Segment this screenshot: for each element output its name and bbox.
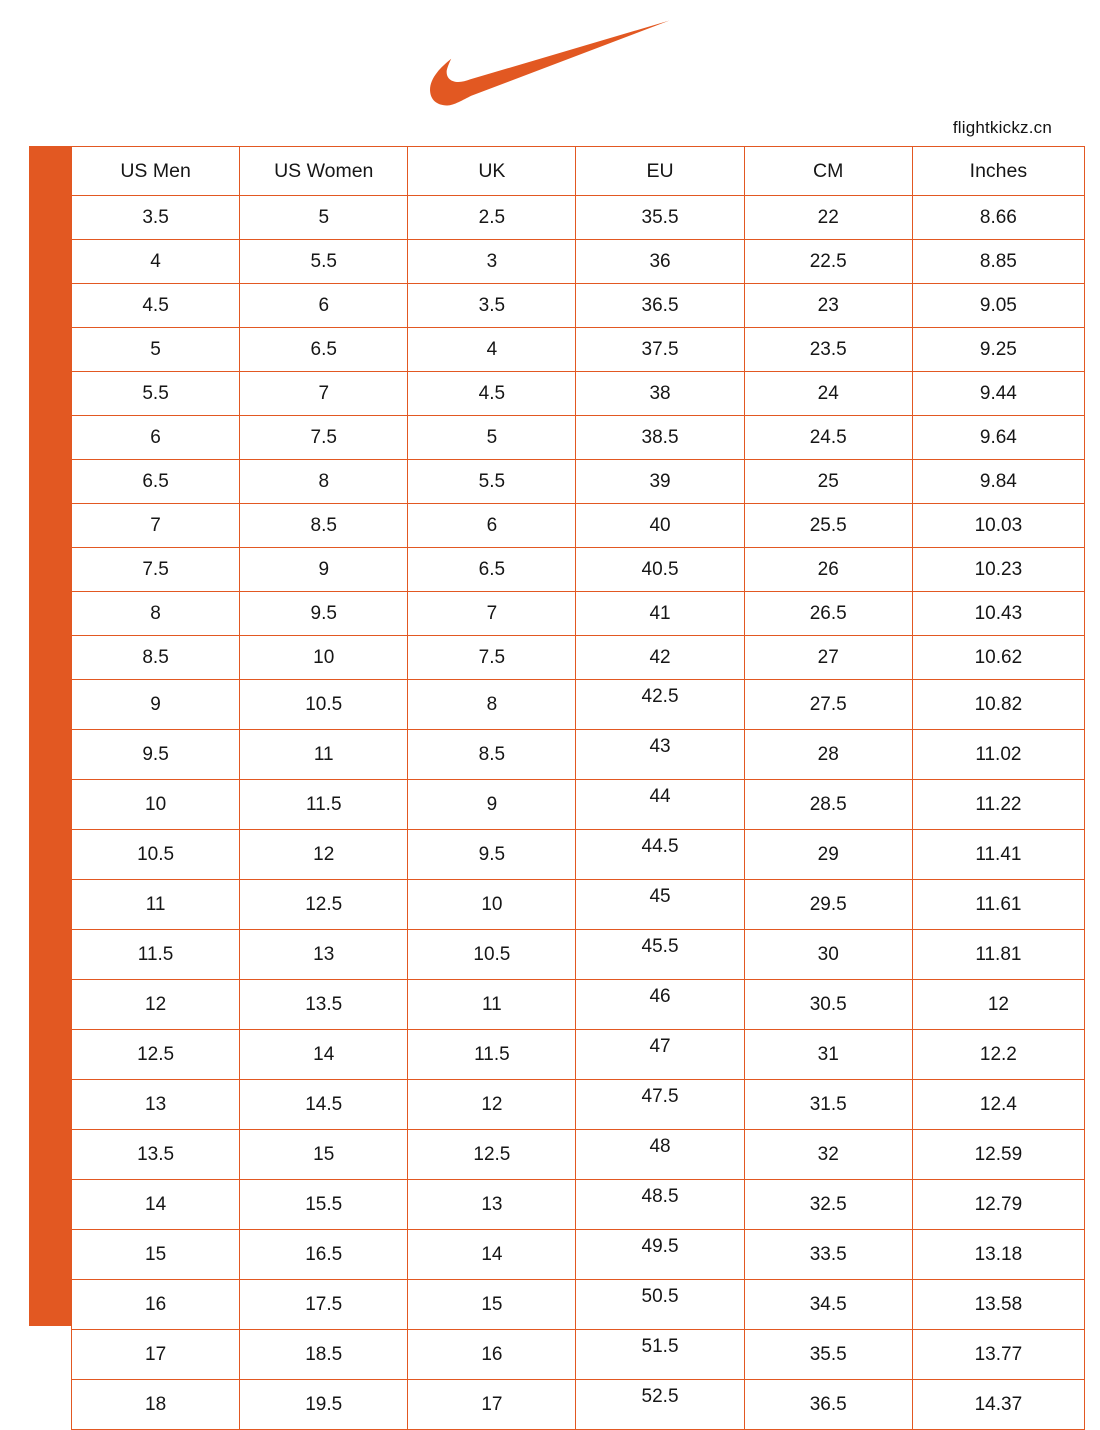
cell-us-men: 9 <box>72 680 240 730</box>
cell-uk: 11 <box>408 980 576 1030</box>
cell-inches: 12.2 <box>912 1030 1084 1080</box>
table-row <box>72 680 1085 730</box>
cell-us-women: 18.5 <box>240 1330 408 1380</box>
cell-us-women: 10 <box>240 636 408 680</box>
cell-cm: 22.5 <box>744 240 912 284</box>
cell-uk: 5 <box>408 416 576 460</box>
cell-uk: 7.5 <box>408 636 576 680</box>
cell-cm: 26.5 <box>744 592 912 636</box>
cell-eu: 43 <box>576 730 744 780</box>
cell-eu: 35.5 <box>576 196 744 240</box>
cell-cm: 29.5 <box>744 880 912 930</box>
cell-inches: 8.66 <box>912 196 1084 240</box>
cell-inches: 11.61 <box>912 880 1084 930</box>
cell-cm: 25 <box>744 460 912 504</box>
cell-us-men: 7 <box>72 504 240 548</box>
table-row <box>72 548 1085 592</box>
cell-uk: 4 <box>408 328 576 372</box>
cell-inches: 12.4 <box>912 1080 1084 1130</box>
table-row <box>72 416 1085 460</box>
cell-inches: 10.43 <box>912 592 1084 636</box>
cell-eu: 36 <box>576 240 744 284</box>
cell-inches: 12 <box>912 980 1084 1030</box>
cell-us-men: 11.5 <box>72 930 240 980</box>
brand-logo-container <box>0 0 1100 118</box>
cell-us-women: 17.5 <box>240 1280 408 1330</box>
table-body <box>72 196 1085 1430</box>
column-header-eu: EU <box>576 147 744 196</box>
cell-inches: 13.58 <box>912 1280 1084 1330</box>
cell-eu: 48 <box>576 1130 744 1180</box>
cell-cm: 32.5 <box>744 1180 912 1230</box>
cell-us-men: 8.5 <box>72 636 240 680</box>
cell-inches: 10.23 <box>912 548 1084 592</box>
cell-eu: 51.5 <box>576 1330 744 1380</box>
cell-us-women: 15.5 <box>240 1180 408 1230</box>
cell-cm: 22 <box>744 196 912 240</box>
cell-inches: 11.22 <box>912 780 1084 830</box>
cell-uk: 17 <box>408 1380 576 1430</box>
cell-inches: 9.44 <box>912 372 1084 416</box>
cell-us-women: 11.5 <box>240 780 408 830</box>
cell-uk: 15 <box>408 1280 576 1330</box>
cell-us-men: 13.5 <box>72 1130 240 1180</box>
cell-us-men: 5.5 <box>72 372 240 416</box>
cell-uk: 10 <box>408 880 576 930</box>
table-row <box>72 1030 1085 1080</box>
cell-uk: 10.5 <box>408 930 576 980</box>
cell-eu: 49.5 <box>576 1230 744 1280</box>
cell-uk: 8.5 <box>408 730 576 780</box>
table-row <box>72 460 1085 504</box>
cell-inches: 9.84 <box>912 460 1084 504</box>
cell-inches: 11.02 <box>912 730 1084 780</box>
table-row <box>72 830 1085 880</box>
table-row <box>72 1380 1085 1430</box>
cell-eu: 40.5 <box>576 548 744 592</box>
watermark-text: flightkickz.cn <box>952 118 1052 137</box>
cell-uk: 6.5 <box>408 548 576 592</box>
cell-eu: 45 <box>576 880 744 930</box>
cell-cm: 33.5 <box>744 1230 912 1280</box>
cell-cm: 32 <box>744 1130 912 1180</box>
cell-inches: 13.18 <box>912 1230 1084 1280</box>
cell-eu: 52.5 <box>576 1380 744 1430</box>
cell-eu: 39 <box>576 460 744 504</box>
cell-us-men: 9.5 <box>72 730 240 780</box>
cell-inches: 9.64 <box>912 416 1084 460</box>
cell-us-men: 12 <box>72 980 240 1030</box>
cell-inches: 11.41 <box>912 830 1084 880</box>
cell-eu: 42 <box>576 636 744 680</box>
cell-us-women: 10.5 <box>240 680 408 730</box>
cell-us-men: 10 <box>72 780 240 830</box>
cell-us-women: 7 <box>240 372 408 416</box>
cell-uk: 8 <box>408 680 576 730</box>
cell-us-women: 9.5 <box>240 592 408 636</box>
cell-inches: 9.05 <box>912 284 1084 328</box>
cell-us-women: 6.5 <box>240 328 408 372</box>
cell-us-men: 5 <box>72 328 240 372</box>
table-row <box>72 1230 1085 1280</box>
cell-uk: 7 <box>408 592 576 636</box>
cell-eu: 41 <box>576 592 744 636</box>
cell-uk: 14 <box>408 1230 576 1280</box>
cell-inches: 10.82 <box>912 680 1084 730</box>
cell-us-men: 15 <box>72 1230 240 1280</box>
cell-us-men: 11 <box>72 880 240 930</box>
cell-uk: 6 <box>408 504 576 548</box>
cell-uk: 3 <box>408 240 576 284</box>
cell-us-men: 17 <box>72 1330 240 1380</box>
cell-us-men: 8 <box>72 592 240 636</box>
table-row <box>72 1130 1085 1180</box>
cell-inches: 12.59 <box>912 1130 1084 1180</box>
cell-cm: 29 <box>744 830 912 880</box>
cell-eu: 44 <box>576 780 744 830</box>
cell-us-men: 3.5 <box>72 196 240 240</box>
cell-cm: 27.5 <box>744 680 912 730</box>
table-row <box>72 504 1085 548</box>
cell-us-men: 7.5 <box>72 548 240 592</box>
nike-swoosh-logo-icon <box>430 20 670 106</box>
cell-us-women: 16.5 <box>240 1230 408 1280</box>
table-row <box>72 328 1085 372</box>
table-header-row <box>72 147 1085 196</box>
cell-uk: 4.5 <box>408 372 576 416</box>
table-row <box>72 1080 1085 1130</box>
cell-us-men: 13 <box>72 1080 240 1130</box>
cell-cm: 31.5 <box>744 1080 912 1130</box>
table-row <box>72 1280 1085 1330</box>
cell-uk: 11.5 <box>408 1030 576 1080</box>
cell-us-women: 11 <box>240 730 408 780</box>
cell-us-men: 18 <box>72 1380 240 1430</box>
cell-inches: 10.03 <box>912 504 1084 548</box>
cell-cm: 24 <box>744 372 912 416</box>
cell-inches: 11.81 <box>912 930 1084 980</box>
cell-us-women: 13.5 <box>240 980 408 1030</box>
column-header-cm: CM <box>744 147 912 196</box>
cell-us-men: 4 <box>72 240 240 284</box>
shoe-size-table <box>71 146 1085 1430</box>
cell-cm: 28.5 <box>744 780 912 830</box>
cell-uk: 16 <box>408 1330 576 1380</box>
table-row <box>72 930 1085 980</box>
cell-us-men: 6.5 <box>72 460 240 504</box>
cell-us-women: 7.5 <box>240 416 408 460</box>
cell-us-women: 8 <box>240 460 408 504</box>
table-row <box>72 592 1085 636</box>
cell-cm: 26 <box>744 548 912 592</box>
cell-us-men: 12.5 <box>72 1030 240 1080</box>
cell-us-men: 6 <box>72 416 240 460</box>
table-row <box>72 980 1085 1030</box>
cell-cm: 31 <box>744 1030 912 1080</box>
table-row <box>72 240 1085 284</box>
cell-eu: 40 <box>576 504 744 548</box>
cell-cm: 34.5 <box>744 1280 912 1330</box>
cell-us-women: 13 <box>240 930 408 980</box>
cell-eu: 46 <box>576 980 744 1030</box>
cell-eu: 48.5 <box>576 1180 744 1230</box>
cell-uk: 3.5 <box>408 284 576 328</box>
cell-us-women: 9 <box>240 548 408 592</box>
table-row <box>72 1330 1085 1380</box>
cell-us-women: 15 <box>240 1130 408 1180</box>
cell-us-women: 14 <box>240 1030 408 1080</box>
cell-cm: 35.5 <box>744 1330 912 1380</box>
cell-us-women: 19.5 <box>240 1380 408 1430</box>
table-row <box>72 730 1085 780</box>
cell-inches: 10.62 <box>912 636 1084 680</box>
cell-cm: 24.5 <box>744 416 912 460</box>
table-row <box>72 372 1085 416</box>
cell-cm: 30.5 <box>744 980 912 1030</box>
cell-us-women: 6 <box>240 284 408 328</box>
cell-cm: 28 <box>744 730 912 780</box>
column-header-us-women: US Women <box>240 147 408 196</box>
cell-uk: 12.5 <box>408 1130 576 1180</box>
cell-eu: 36.5 <box>576 284 744 328</box>
table-row <box>72 1180 1085 1230</box>
cell-uk: 2.5 <box>408 196 576 240</box>
cell-cm: 30 <box>744 930 912 980</box>
cell-us-men: 14 <box>72 1180 240 1230</box>
cell-us-women: 5.5 <box>240 240 408 284</box>
cell-us-men: 4.5 <box>72 284 240 328</box>
cell-eu: 44.5 <box>576 830 744 880</box>
cell-uk: 9.5 <box>408 830 576 880</box>
cell-eu: 47.5 <box>576 1080 744 1130</box>
cell-us-men: 10.5 <box>72 830 240 880</box>
table-row <box>72 284 1085 328</box>
table-row <box>72 636 1085 680</box>
column-header-inches: Inches <box>912 147 1084 196</box>
cell-inches: 13.77 <box>912 1330 1084 1380</box>
column-header-uk: UK <box>408 147 576 196</box>
cell-us-women: 12.5 <box>240 880 408 930</box>
cell-inches: 8.85 <box>912 240 1084 284</box>
table-row <box>72 880 1085 930</box>
cell-us-women: 12 <box>240 830 408 880</box>
cell-eu: 47 <box>576 1030 744 1080</box>
cell-cm: 23.5 <box>744 328 912 372</box>
table-row <box>72 196 1085 240</box>
cell-eu: 37.5 <box>576 328 744 372</box>
cell-cm: 27 <box>744 636 912 680</box>
cell-inches: 12.79 <box>912 1180 1084 1230</box>
cell-eu: 38.5 <box>576 416 744 460</box>
cell-eu: 50.5 <box>576 1280 744 1330</box>
cell-inches: 14.37 <box>912 1380 1084 1430</box>
cell-cm: 36.5 <box>744 1380 912 1430</box>
column-header-us-men: US Men <box>72 147 240 196</box>
cell-cm: 23 <box>744 284 912 328</box>
cell-uk: 5.5 <box>408 460 576 504</box>
cell-us-women: 5 <box>240 196 408 240</box>
cell-us-women: 8.5 <box>240 504 408 548</box>
table-row <box>72 780 1085 830</box>
cell-uk: 9 <box>408 780 576 830</box>
cell-eu: 45.5 <box>576 930 744 980</box>
cell-cm: 25.5 <box>744 504 912 548</box>
cell-uk: 13 <box>408 1180 576 1230</box>
cell-eu: 38 <box>576 372 744 416</box>
cell-eu: 42.5 <box>576 680 744 730</box>
cell-uk: 12 <box>408 1080 576 1130</box>
size-table-frame <box>29 146 1071 1415</box>
cell-us-women: 14.5 <box>240 1080 408 1130</box>
cell-us-men: 16 <box>72 1280 240 1330</box>
cell-inches: 9.25 <box>912 328 1084 372</box>
